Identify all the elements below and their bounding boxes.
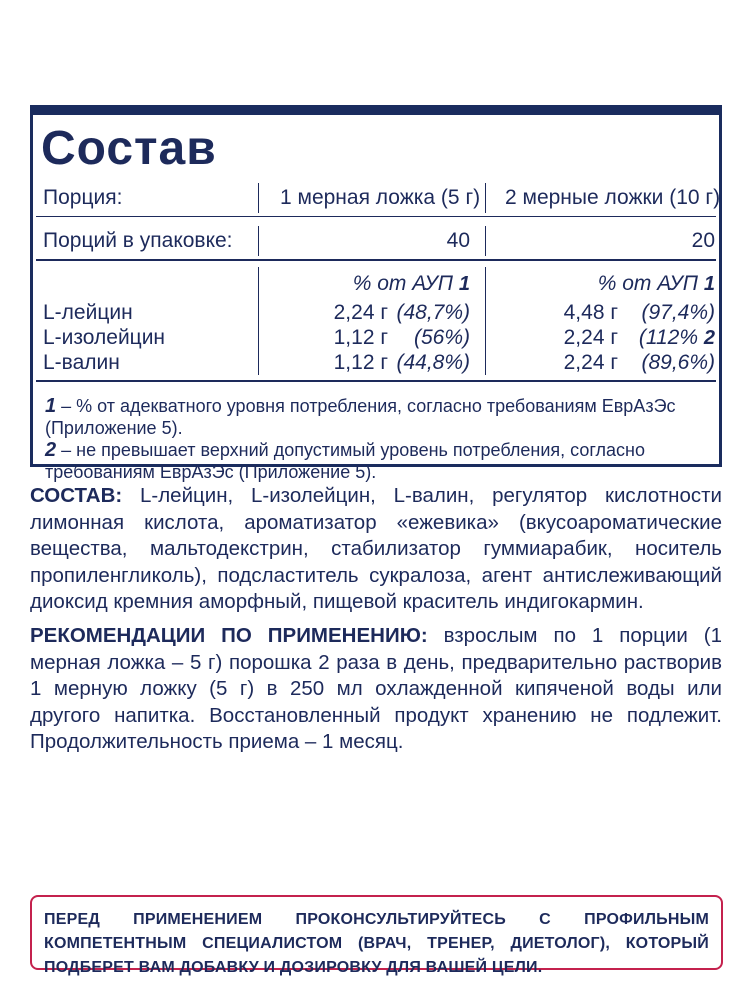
table-title: Состав: [41, 122, 217, 175]
serving-label: Порция:: [43, 186, 123, 209]
ingredient-amount: 2,24 г: [333, 301, 388, 324]
col-divider: [258, 226, 259, 256]
composition-text: L-лейцин, L-изолейцин, L-валин, регулятор кислотности лимонная кислота, ароматизатор «ежевика» (вкусоароматические вещества, мальтодекстрин, стабилизатор гуммиарабик, носитель пропиленгликоль), подсластитель сукралоза, агент антислеживающий диоксид кремния аморфный, пищевой краситель индигокармин.: [30, 484, 722, 613]
ingredient-pct: (112% 2: [638, 326, 715, 349]
ingredient-name: L-изолейцин: [43, 326, 166, 349]
footnote-2: 2 – не превышает верхний допустимый уровень потребления, согласно требованиям ЕврАзЭс (Приложение 5).: [45, 439, 645, 482]
col-divider: [485, 226, 486, 256]
footnote-mark: 2: [703, 327, 715, 349]
recommendations-heading: РЕКОМЕНДАЦИИ ПО ПРИМЕНЕНИЮ:: [30, 624, 428, 647]
composition-heading: СОСТАВ:: [30, 484, 123, 507]
recommendations-paragraph: [30, 623, 722, 756]
ingredient-name: L-лейцин: [43, 301, 133, 324]
ingredient-pct: (44,8%): [396, 351, 470, 374]
col-divider: [258, 267, 259, 375]
warning-box: [30, 895, 723, 976]
ingredient-pct: (48,7%): [396, 301, 470, 324]
col-divider: [485, 183, 486, 213]
ingredient-pct: (56%): [413, 326, 470, 349]
ingredient-amount: 2,24 г: [563, 351, 618, 374]
serving-col1: 1 мерная ложка (5 г): [280, 186, 481, 209]
servings-col1: 40: [446, 229, 470, 252]
ingredient-amount: 1,12 г: [333, 351, 388, 374]
recommendations-text: взрослым по 1 порции (1 мерная ложка – 5 г) порошка 2 раза в день, предварительно растворив 1 мерную ложку (5 г) в 250 мл охлажденной кипяченой воды или другого напитка. Восстановленный продукт хранению не подлежит. Продолжительность приема – 1 месяц.: [30, 624, 722, 753]
footnotes: [45, 395, 717, 483]
ingredient-amount: 2,24 г: [563, 326, 618, 349]
divider-thick: [36, 380, 716, 382]
aup-header-col1: % от АУП 1: [352, 272, 470, 295]
serving-col2: 2 мерные ложки (10 г): [505, 186, 721, 209]
servings-label: Порций в упаковке:: [43, 229, 233, 252]
aup-header-col2: % от АУП 1: [597, 272, 715, 295]
footnote-1: 1 – % от адекватного уровня потребления, согласно требованиям ЕврАзЭс (Приложение 5).: [45, 395, 676, 438]
composition-table: [30, 105, 722, 482]
divider-thick: [36, 259, 716, 261]
servings-col2: 20: [691, 229, 715, 252]
ingredient-amount: 4,48 г: [563, 301, 618, 324]
composition-paragraph: [30, 483, 722, 616]
col-divider: [258, 183, 259, 213]
ingredient-pct: (97,4%): [641, 301, 715, 324]
ingredient-pct: (89,6%): [641, 351, 715, 374]
divider: [36, 216, 716, 217]
ingredient-name: L-валин: [43, 351, 120, 374]
warning-text: ПЕРЕД ПРИМЕНЕНИЕМ ПРОКОНСУЛЬТИРУЙТЕСЬ С ПРОФИЛЬНЫМ КОМПЕТЕНТНЫМ СПЕЦИАЛИСТОМ (ВРАЧ, ТРЕНЕР, ДИЕТОЛОГ), КОТОРЫЙ ПОДБЕРЕТ ВАМ ДОБАВКУ И ДОЗИРОВКУ ДЛЯ ВАШЕЙ ЦЕЛИ.: [44, 911, 709, 976]
col-divider: [485, 267, 486, 375]
ingredient-amount: 1,12 г: [333, 326, 388, 349]
